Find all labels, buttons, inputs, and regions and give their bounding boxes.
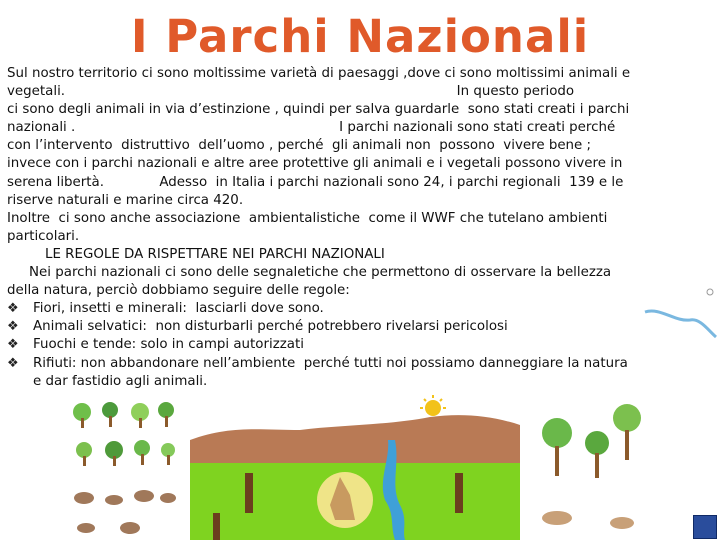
next-slide-button[interactable] xyxy=(693,515,717,539)
paragraph-line: serena libertà. Adesso in Italia i parchi nazionali sono 24, i parchi regionali 139 e le xyxy=(7,174,624,190)
river-sketch-image xyxy=(640,282,720,342)
paragraph-line: Sul nostro territorio ci sono moltissime varietà di paesaggi ,dove ci sono moltissimi animali e xyxy=(7,66,631,81)
landscape-drawing xyxy=(190,395,520,540)
diamond-bullet-icon: ❖ xyxy=(7,319,19,335)
page-title: I Parchi Nazionali xyxy=(130,10,590,63)
body-text xyxy=(7,65,712,391)
diamond-bullet-icon: ❖ xyxy=(7,355,19,371)
diamond-bullet-icon: ❖ xyxy=(7,337,19,353)
rule-text: Rifiuti: non abbandonare nell’ambiente perché tutti noi possiamo danneggiare la natura xyxy=(33,355,628,371)
tree-icon xyxy=(455,473,463,513)
tree-icon xyxy=(245,473,253,513)
paragraph-line: particolari. xyxy=(7,228,80,244)
paragraph-line: con l’intervento distruttivo dell’uomo , perché gli animali non possono vivere bene ; xyxy=(7,138,592,154)
tree-icon xyxy=(213,513,220,540)
rule-continuation: e dar fastidio agli animali. xyxy=(33,373,208,389)
rules-intro-line: Nei parchi nazionali ci sono delle segnaletiche che permettono di osservare la bellezza xyxy=(29,265,612,281)
paragraph-line: ci sono degli animali in via d’estinzione , quindi per salva guardarle sono stati creati i parchi xyxy=(7,102,630,118)
rule-item xyxy=(7,318,712,336)
paragraph-line: riserve naturali e marine circa 420. xyxy=(7,192,244,208)
rules-heading: LE REGOLE DA RISPETTARE NEI PARCHI NAZIONALI xyxy=(45,246,385,262)
rule-text: Fuochi e tende: solo in campi autorizzati xyxy=(33,337,304,353)
paragraph-line: vegetali. In questo periodo xyxy=(7,84,575,100)
rule-item xyxy=(7,336,712,354)
paragraph-line: Inoltre ci sono anche associazione ambientalistiche come il WWF che tutelano ambienti xyxy=(7,210,608,226)
rule-item xyxy=(7,355,712,373)
trees-animals-drawing xyxy=(537,398,647,540)
rule-item xyxy=(7,300,712,318)
rule-text: Animali selvatici: non disturbarli perché potrebbero rivelarsi pericolosi xyxy=(33,319,508,335)
plants-animals-drawing xyxy=(70,398,180,540)
diamond-bullet-icon: ❖ xyxy=(7,301,19,317)
rules-intro-line: della natura, perciò dobbiamo seguire delle regole: xyxy=(7,283,350,299)
rule-text: Fiori, insetti e minerali: lasciarli dove sono. xyxy=(33,301,324,317)
paragraph-line: nazionali . I parchi nazionali sono stati creati perché xyxy=(7,120,616,136)
paragraph-line: invece con i parchi nazionali e altre aree protettive gli animali e i vegetali possono vivere in xyxy=(7,156,623,172)
